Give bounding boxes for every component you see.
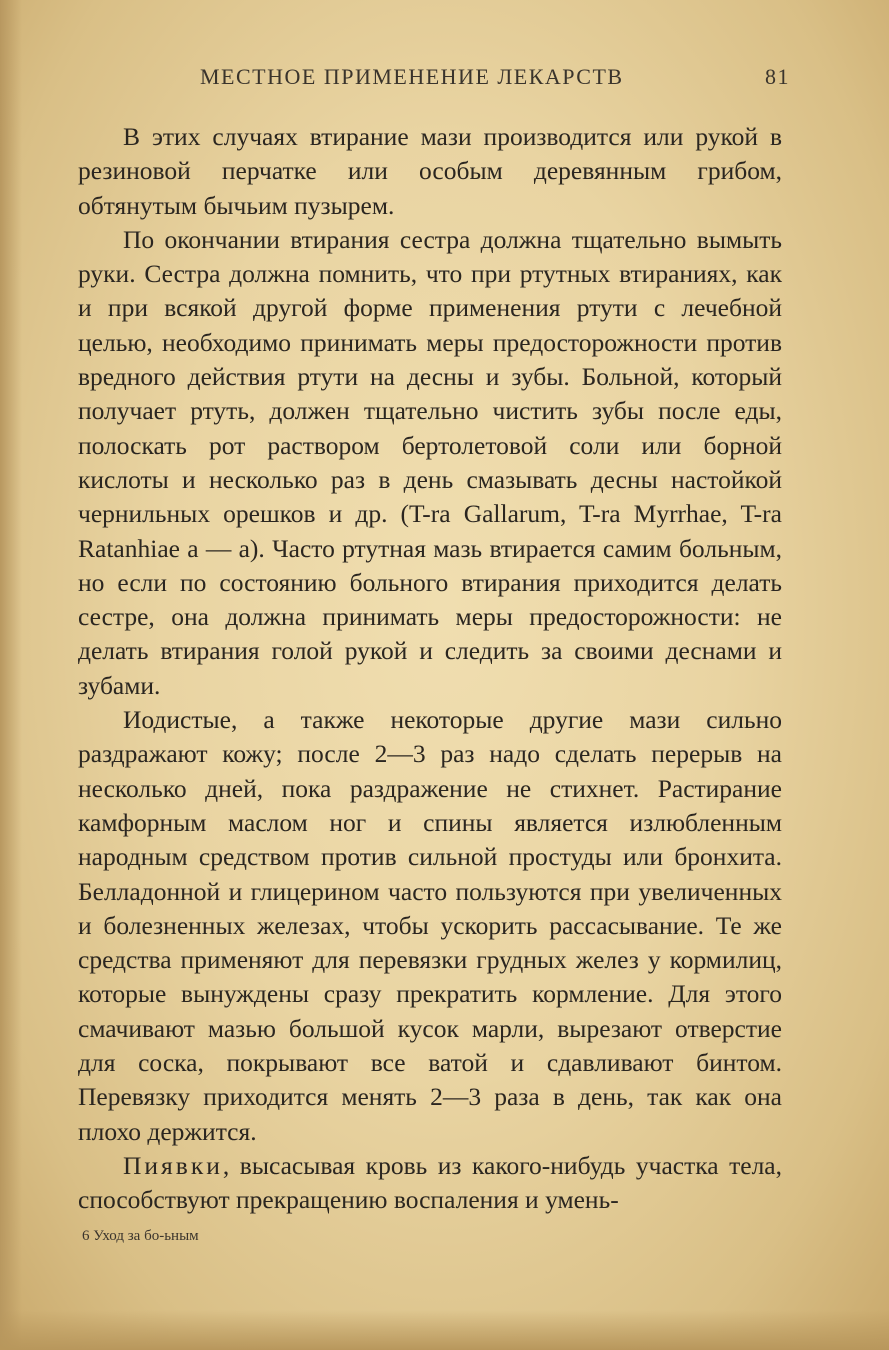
running-title: МЕСТНОЕ ПРИМЕНЕНИЕ ЛЕКАРСТВ (200, 64, 624, 89)
paragraph-2: По окончании втирания сестра должна тщательно вымыть руки. Сестра должна помнить, что при ртутных втираниях, как и при всякой другой форме применения ртути с лечебной целью, необходимо принимать меры предосторожности против вредного действия ртути на десны и зубы. Больной, который получает ртуть, должен тщательно чистить зубы после еды, полоскать рот раствором бертолетовой соли или борной кислоты и несколько раз в день смазывать десны настойкой чернильных орешков и др. (T-ra Gallarum, T-ra Myrrhae, T-ra Ratanhiae a — a). Часто ртутная мазь втирается самим больным, но если по состоянию больного втирания приходится делать сестре, она должна принимать меры предосторожности: не делать втирания голой рукой и следить за своими деснами и зубами. (78, 224, 782, 700)
paragraph-4 (78, 1149, 782, 1218)
paragraph-4-lead-term: Пиявки (123, 1150, 223, 1180)
body-text (78, 120, 782, 1218)
paragraph-1: В этих случаях втирание мази производится или рукой в резиновой перчатке или особым деревянным грибом, обтянутым бычьим пузырем. (78, 122, 782, 220)
running-head (200, 64, 790, 94)
printer-signature: 6 Уход за бо-ьным (82, 1228, 199, 1244)
paragraph-4-text: , высасывая кровь из какого-нибудь участка тела, способствуют прекращению воспаления и умень- (78, 1150, 782, 1215)
paragraph-3: Иодистые, а также некоторые другие мази сильно раздражают кожу; после 2—3 раз надо сделать перерыв на несколько дней, пока раздражение не стихнет. Растирание камфорным маслом ног и спины является излюбленным народным средством против сильной простуды или бронхита. Белладонной и глицерином часто пользуются при увеличенных и болезненных железах, чтобы ускорить рассасывание. Те же средства применяют для перевязки грудных желез у кормилиц, которые вынуждены сразу прекратить кормление. Для этого смачивают мазью большой кусок марли, вырезают отверстие для соска, покрывают все ватой и сдавливают бинтом. Перевязку приходится менять 2—3 раза в день, так как она плохо держится. (78, 705, 782, 1146)
page-number: 81 (765, 64, 790, 89)
